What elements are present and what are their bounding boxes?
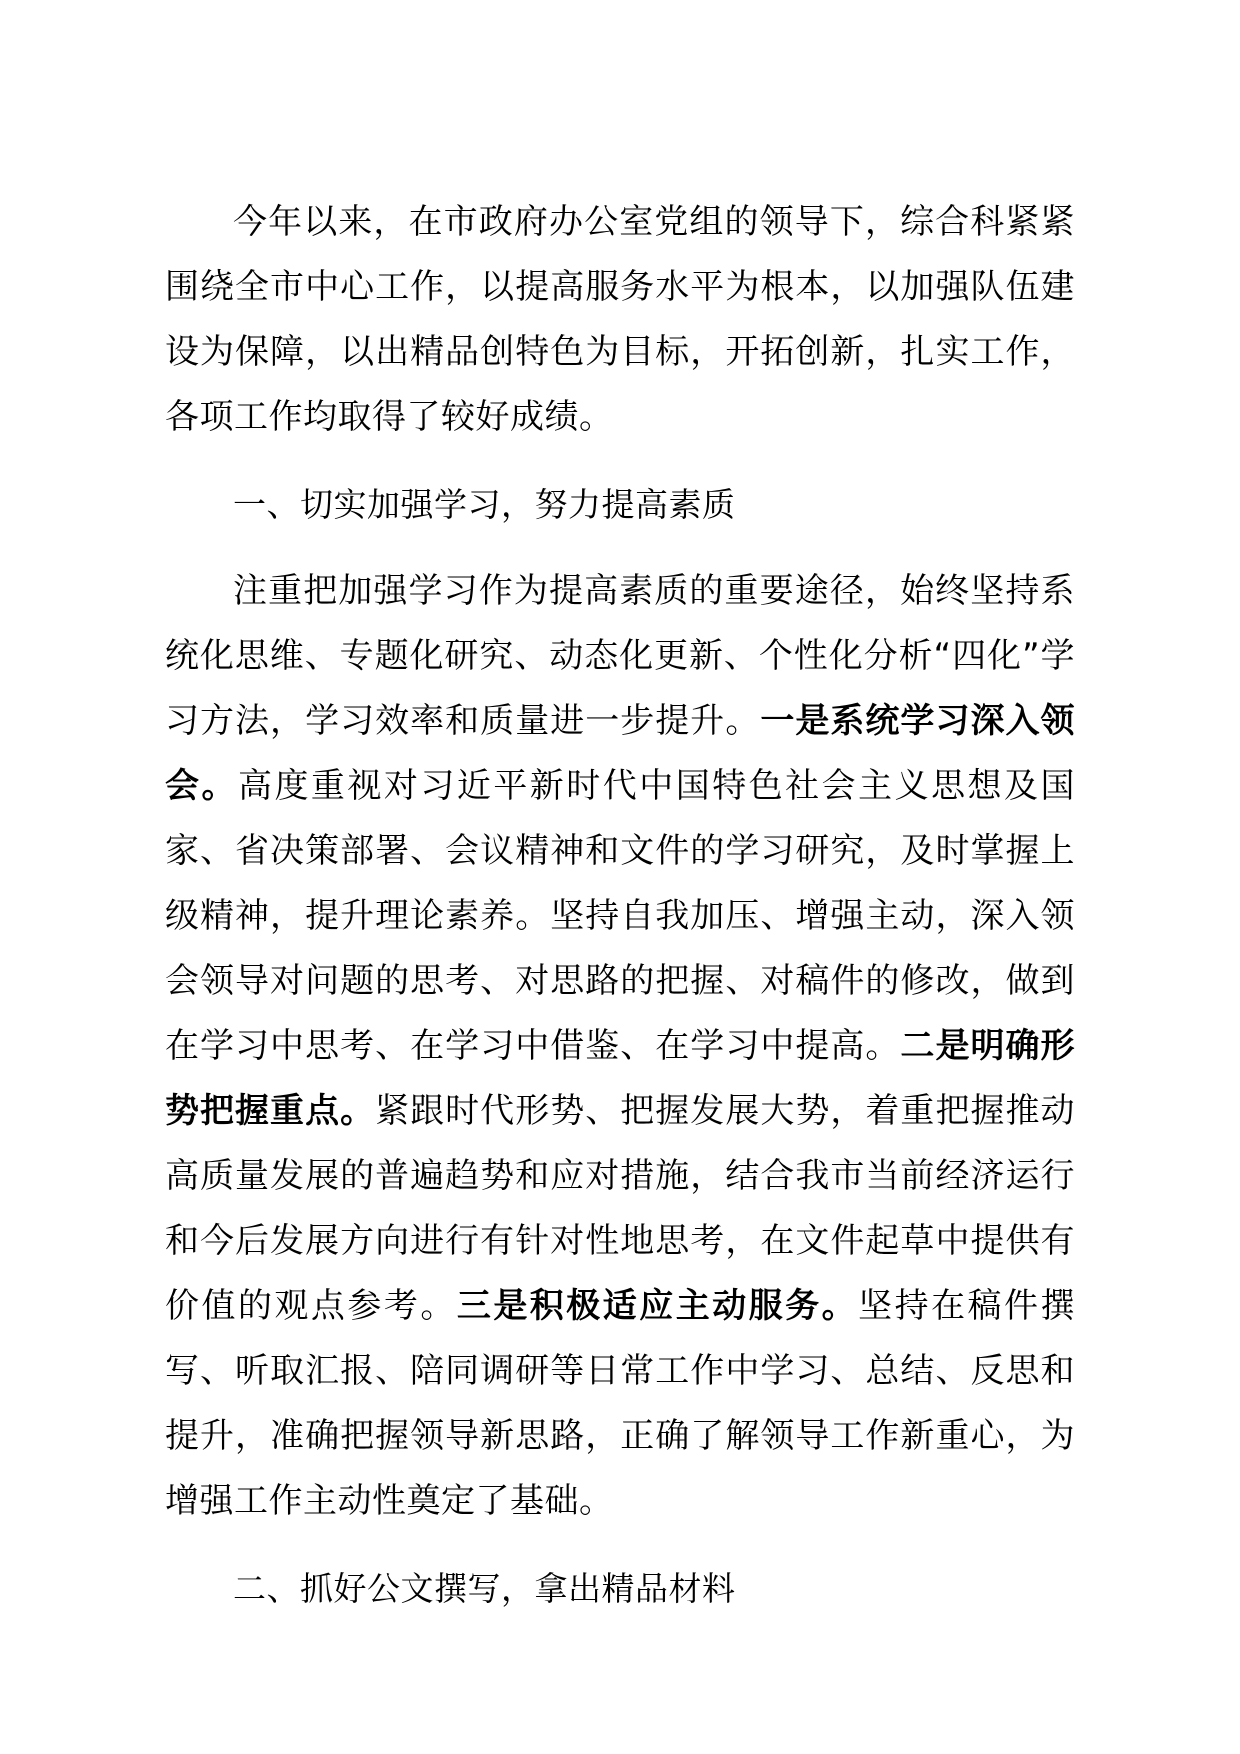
spacer [165, 537, 1075, 559]
body-text: 高度重视对习近平新时代中国特色社会主义思想及国家、省决策部署、会议精神和文件的学习研究，及时掌握上级精神，提升理论素养。坚持自我加压、增强主动，深入领会领导对问题的思考、对思路的把握、对稿件的修改，做到在学习中思考、在学习中借鉴、在学习中提高。 [165, 766, 1076, 1066]
section-heading-1: 一、切实加强学习，努力提高素质 [233, 485, 736, 524]
section-heading-2: 二、抓好公文撰写，拿出精品材料 [233, 1569, 736, 1608]
spacer [165, 450, 1075, 472]
bold-point-1: 一是系统学习深入领会。 [165, 701, 1076, 806]
body-text: 紧跟时代形势、把握发展大势，着重把握推动高质量发展的普遍趋势和应对措施，结合我市当前经济运行和今后发展方向进行有针对性地思考，在文件起草中提供有价值的观点参考。 [165, 1091, 1076, 1326]
bold-point-2: 二是明确形势把握重点。 [165, 1026, 1076, 1131]
body-text: 注重把加强学习作为提高素质的重要途径，始终坚持系统化思维、专题化研究、动态化更新、个性化分析“四化”学习方法，学习效率和质量进一步提升。 [165, 571, 1075, 741]
spacer [165, 1534, 1075, 1556]
document-page [165, 190, 1075, 1621]
intro-paragraph: 今年以来，在市政府办公室党组的领导下，综合科紧紧围绕全市中心工作，以提高服务水平为根本，以加强队伍建设为保障，以出精品创特色为目标，开拓创新，扎实工作，各项工作均取得了较好成绩。 [165, 202, 1075, 437]
body-text: 坚持在稿件撰写、听取汇报、陪同调研等日常工作中学习、总结、反思和提升，准确把握领导新思路，正确了解领导工作新重心，为增强工作主动性奠定了基础。 [165, 1286, 1076, 1521]
section-1-body [165, 559, 1075, 1534]
bold-point-3: 三是积极适应主动服务。 [456, 1286, 859, 1326]
